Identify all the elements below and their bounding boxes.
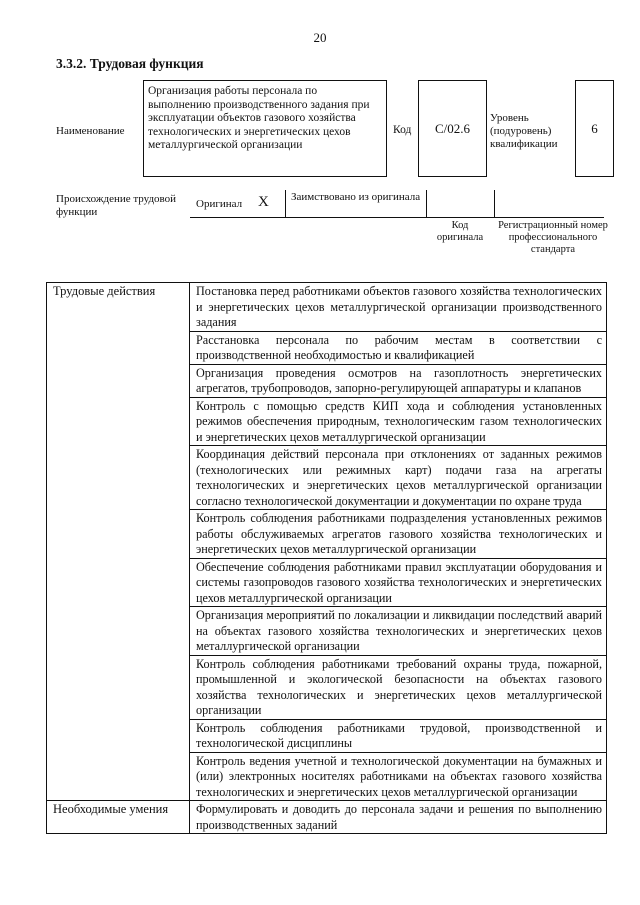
- origin-table: [190, 190, 604, 218]
- row-label-cell: Необходимые умения: [47, 801, 190, 834]
- original-mark: X: [258, 194, 269, 210]
- origin-original-cell: [190, 190, 286, 217]
- table-cell: Организация мероприятий по локализации и ликвидации последствий аварий на объектах газового хозяйства технологических и энергетических цехов металлургической организации: [190, 607, 607, 656]
- table-cell: Контроль соблюдения работниками подразделения установленных режимов работы обслуживаемых агрегатов газового хозяйства технологических и энергетических цехов металлургической организации: [190, 510, 607, 559]
- page-number: 20: [313, 30, 327, 45]
- table-cell: Постановка перед работниками объектов газового хозяйства технологических и энергетических цехов металлургической организации производственного задания: [190, 283, 607, 332]
- table-row: [47, 283, 607, 332]
- table-cell: Контроль ведения учетной и технологической документации на бумажных и (или) электронных носителях работниками на объектах газового хозяйства технологических и энергетических цехов металлургической организации: [190, 752, 607, 801]
- name-label: Наименование: [56, 125, 125, 137]
- table-row: [47, 801, 607, 834]
- table-cell: Координация действий персонала при отклонениях от заданных режимов (технологических или режимных карт) подачи газа на агрегаты технологических и энергетических цехов металлургической организации согласно технологической документации и документации по охране труда: [190, 446, 607, 510]
- table-cell: Контроль соблюдения работниками требований охраны труда, пожарной, промышленной и экологической безопасности на объектах газового хозяйства технологических и энергетических цехов металлургической организации: [190, 655, 607, 719]
- origin-label: Происхождение трудовой функции: [56, 193, 177, 218]
- table-cell: Контроль с помощью средств КИП хода и соблюдения установленных режимов обеспечения природным, технологическим газом технологических и энергетических цехов металлургической организации: [190, 397, 607, 446]
- table-cell: Формулировать и доводить до персонала задачи и решения по выполнению производственных заданий: [190, 801, 607, 834]
- original-label: Оригинал: [196, 198, 243, 210]
- reg-number-caption: Регистрационный номер профессионального стандарта: [498, 220, 608, 255]
- origin-reg-cell: [495, 190, 604, 217]
- level-value-box: 6: [575, 80, 614, 177]
- row-label-cell: Трудовые действия: [47, 283, 190, 801]
- origin-code-cell: [427, 190, 495, 217]
- table-cell: Организация проведения осмотров на газоплотность энергетических агрегатов, трубопроводов, запорно-регулирующей аппаратуры и клапанов: [190, 364, 607, 397]
- section-title: 3.3.2. Трудовая функция: [56, 56, 204, 71]
- table-cell: Расстановка персонала по рабочим местам в соответствии с производственной необходимостью и квалификацией: [190, 331, 607, 364]
- code-label: Код: [393, 124, 412, 136]
- origin-borrowed-cell: [286, 190, 427, 217]
- code-original-caption: Код оригинала: [436, 220, 484, 243]
- table-cell: Обеспечение соблюдения работниками правил эксплуатации оборудования и системы газопроводов газового хозяйства технологических и энергетических цехов металлургической организации: [190, 558, 607, 607]
- code-value-box: С/02.6: [418, 80, 487, 177]
- level-label: Уровень (подуровень) квалификации: [490, 112, 558, 150]
- labor-functions-table: [46, 282, 607, 834]
- table-cell: Контроль соблюдения работниками трудовой, производственной и технологической дисциплины: [190, 719, 607, 752]
- function-name-box: Организация работы персонала по выполнению производственного задания при эксплуатации объектов газового хозяйства технологических и энергетических цехов металлургической организации: [143, 80, 387, 177]
- borrowed-label: Заимствовано из оригинала: [291, 191, 421, 203]
